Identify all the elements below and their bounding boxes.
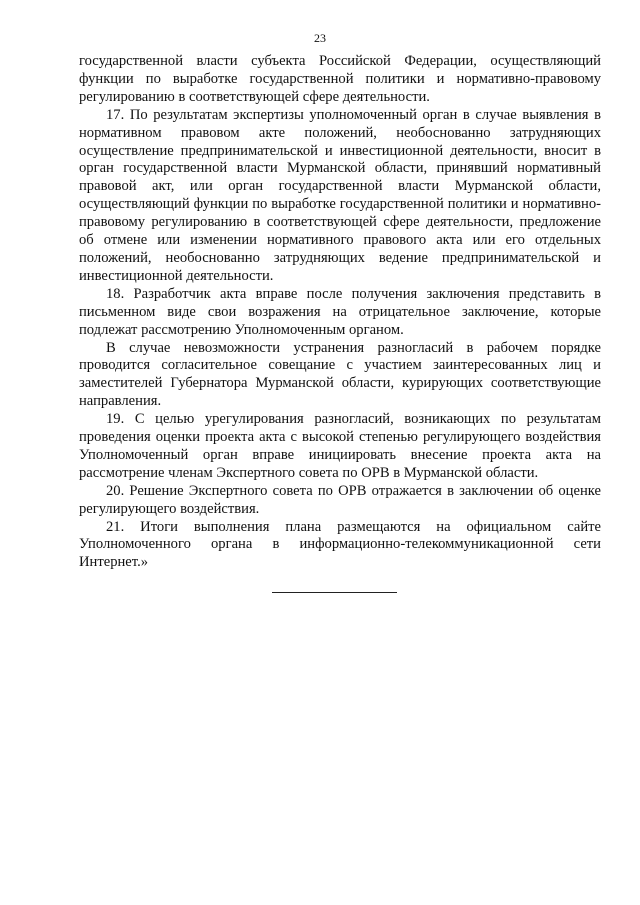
paragraph-item-18-continued: В случае невозможности устранения разногласий в рабочем порядке проводится согласительное совещание с участием заинтересованных лиц и заместителей Губернатора Мурманской области, курирующих соответствующие направления. bbox=[79, 339, 601, 410]
paragraph-continuation: государственной власти субъекта Российской Федерации, осуществляющий функции по выработке государственной политики и нормативно-правовому регулированию в соответствующей сфере деятельности. bbox=[79, 53, 601, 105]
paragraph-item-21: 21. Итоги выполнения плана размещаются на официальном сайте Уполномоченного органа в информационно-телекоммуникационной сети Интернет.» bbox=[79, 518, 601, 571]
paragraph-item-18: 18. Разработчик акта вправе после получения заключения представить в письменном виде свои возражения на отрицательное заключение, которые подлежат рассмотрению Уполномоченным органом. bbox=[79, 285, 601, 338]
paragraph-item-20: 20. Решение Экспертного совета по ОРВ отражается в заключении об оценке регулирующего воздействия. bbox=[79, 482, 601, 517]
document-body bbox=[79, 53, 601, 572]
page-number: 23 bbox=[314, 31, 326, 45]
paragraph-item-19: 19. С целью урегулирования разногласий, возникающих по результатам проведения оценки проекта акта с высокой степенью регулирующего воздействия Уполномоченный орган вправе инициировать внесение проекта акта на рассмотрение членам Экспертного совета по ОРВ в Мурманской области. bbox=[79, 411, 601, 481]
end-divider-line bbox=[272, 592, 397, 593]
paragraph-item-17: 17. По результатам экспертизы уполномоченный орган в случае выявления в нормативном правовом акте положений, необоснованно затрудняющих осуществление предпринимательской и инвестиционной деятельности, вносит в орган государственной власти Мурманской области, принявший нормативный правовой акт, или орган государственной власти Мурманской области, осуществляющий функции по выработке государственной политики и нормативно-правовому регулированию в соответствующей сфере деятельности, предложение об отмене или изменении нормативного правового акта или его отдельных положений, необоснованно затрудняющих ведение предпринимательской и инвестиционной деятельности. bbox=[79, 106, 601, 284]
